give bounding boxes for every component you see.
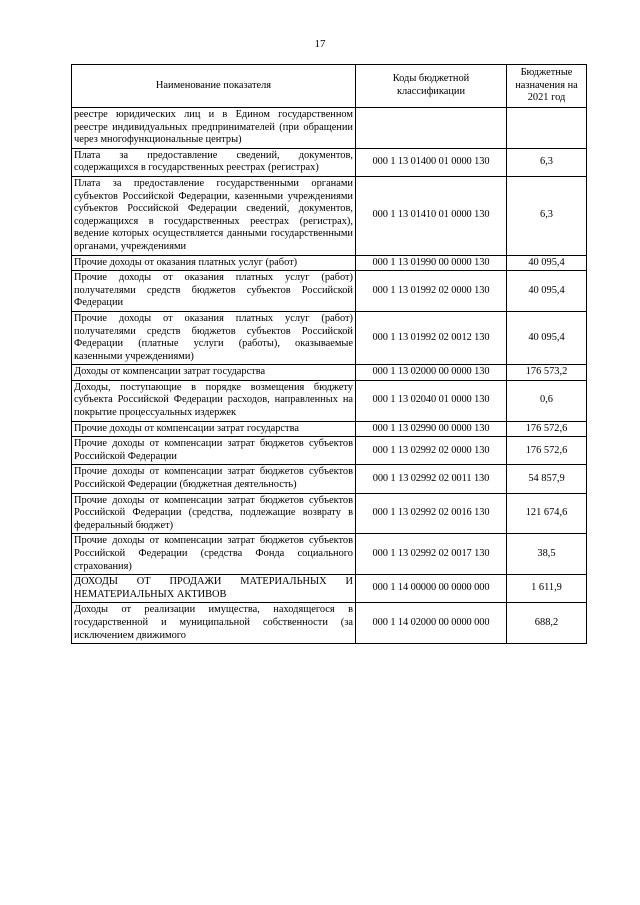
budget-code: 000 1 13 01992 02 0012 130	[356, 311, 507, 364]
budget-value: 40 095,4	[507, 271, 587, 312]
indicator-name: реестре юридических лиц и в Едином государственном реестре индивидуальных предпринимателей (при обращении через многофункциональные центры)	[72, 108, 356, 149]
table-row	[72, 311, 587, 364]
budget-code: 000 1 13 02992 02 0017 130	[356, 534, 507, 575]
budget-value: 40 095,4	[507, 311, 587, 364]
table-row	[72, 465, 587, 493]
budget-value: 6,3	[507, 148, 587, 176]
budget-code: 000 1 13 02992 02 0016 130	[356, 493, 507, 534]
indicator-name: Прочие доходы от компенсации затрат бюджетов субъектов Российской Федерации (бюджетная деятельность)	[72, 465, 356, 493]
indicator-name: Прочие доходы от компенсации затрат бюджетов субъектов Российской Федерации (средства, подлежащие возврату в федеральный бюджет)	[72, 493, 356, 534]
table-row	[72, 534, 587, 575]
header-value: Бюджетные назначения на 2021 год	[507, 65, 587, 108]
header-code: Коды бюджетной классификации	[356, 65, 507, 108]
budget-code	[356, 108, 507, 149]
budget-value: 40 095,4	[507, 255, 587, 271]
indicator-name: Прочие доходы от оказания платных услуг (работ) получателями средств бюджетов субъектов Российской Федерации	[72, 271, 356, 312]
table-row	[72, 493, 587, 534]
budget-value: 176 573,2	[507, 365, 587, 381]
budget-code: 000 1 13 02992 02 0011 130	[356, 465, 507, 493]
budget-code: 000 1 14 02000 00 0000 000	[356, 603, 507, 644]
budget-value: 121 674,6	[507, 493, 587, 534]
header-name: Наименование показателя	[72, 65, 356, 108]
table-row	[72, 365, 587, 381]
budget-code: 000 1 13 02000 00 0000 130	[356, 365, 507, 381]
indicator-name: Прочие доходы от оказания платных услуг (работ) получателями средств бюджетов субъектов Российской Федерации (платные услуги (работы), оказываемые казенными учреждениями)	[72, 311, 356, 364]
budget-value	[507, 108, 587, 149]
budget-value: 38,5	[507, 534, 587, 575]
budget-code: 000 1 13 02992 02 0000 130	[356, 437, 507, 465]
table-row	[72, 603, 587, 644]
table-row	[72, 421, 587, 437]
indicator-name: Прочие доходы от компенсации затрат государства	[72, 421, 356, 437]
indicator-name: Плата за предоставление государственными органами субъектов Российской Федерации, казенными учреждениями субъектов Российской Федерации сведений, документов, содержащихся в государственных реестрах (регистрах), ведение которых осуществляется данными государственными органами, учреждениями	[72, 176, 356, 255]
budget-value: 54 857,9	[507, 465, 587, 493]
budget-value: 6,3	[507, 176, 587, 255]
budget-code: 000 1 14 00000 00 0000 000	[356, 575, 507, 603]
table-row	[72, 380, 587, 421]
budget-value: 1 611,9	[507, 575, 587, 603]
budget-code: 000 1 13 02990 00 0000 130	[356, 421, 507, 437]
indicator-name: Прочие доходы от компенсации затрат бюджетов субъектов Российской Федерации (средства Фонда социального страхования)	[72, 534, 356, 575]
page-number: 17	[314, 38, 326, 50]
budget-value: 176 572,6	[507, 437, 587, 465]
indicator-name: Прочие доходы от оказания платных услуг (работ)	[72, 255, 356, 271]
indicator-name: Плата за предоставление сведений, документов, содержащихся в государственных реестрах (регистрах)	[72, 148, 356, 176]
table-row	[72, 255, 587, 271]
table-row	[72, 575, 587, 603]
table-row	[72, 437, 587, 465]
budget-code: 000 1 13 01990 00 0000 130	[356, 255, 507, 271]
table-row	[72, 108, 587, 149]
table-row	[72, 271, 587, 312]
budget-code: 000 1 13 01400 01 0000 130	[356, 148, 507, 176]
indicator-name: Доходы, поступающие в порядке возмещения бюджету субъекта Российской Федерации расходов, направленных на покрытие процессуальных издержек	[72, 380, 356, 421]
budget-code: 000 1 13 01410 01 0000 130	[356, 176, 507, 255]
budget-value: 0,6	[507, 380, 587, 421]
budget-table	[71, 64, 587, 644]
budget-code: 000 1 13 02040 01 0000 130	[356, 380, 507, 421]
table-row	[72, 176, 587, 255]
budget-value: 176 572,6	[507, 421, 587, 437]
indicator-name: Прочие доходы от компенсации затрат бюджетов субъектов Российской Федерации	[72, 437, 356, 465]
budget-value: 688,2	[507, 603, 587, 644]
budget-code: 000 1 13 01992 02 0000 130	[356, 271, 507, 312]
indicator-name: Доходы от реализации имущества, находящегося в государственной и муниципальной собственности (за исключением движимого	[72, 603, 356, 644]
table-header-row	[72, 65, 587, 108]
indicator-name: ДОХОДЫ ОТ ПРОДАЖИ МАТЕРИАЛЬНЫХ И НЕМАТЕРИАЛЬНЫХ АКТИВОВ	[72, 575, 356, 603]
indicator-name: Доходы от компенсации затрат государства	[72, 365, 356, 381]
table-row	[72, 148, 587, 176]
